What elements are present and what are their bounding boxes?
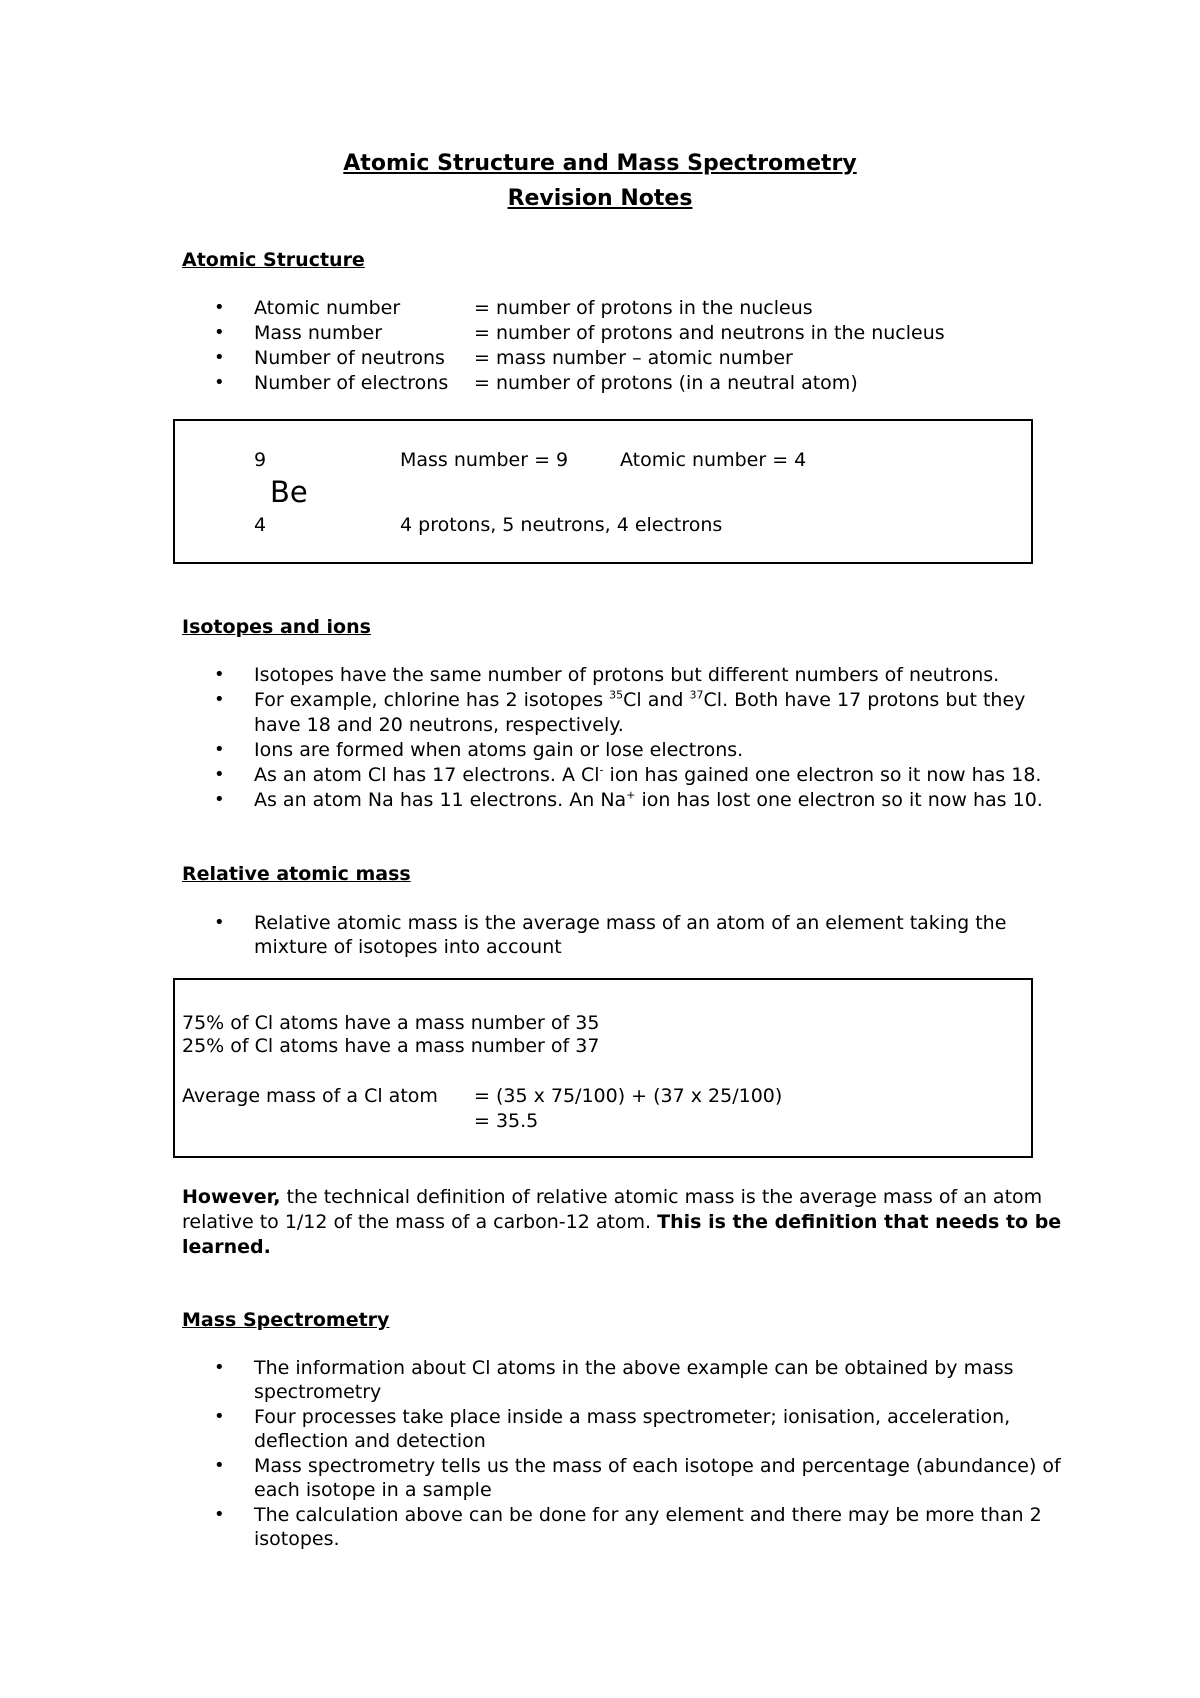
section-heading-relative-atomic-mass: Relative atomic mass: [182, 863, 411, 885]
list-item-text: Mass spectrometry tells us the mass of each isotope and percentage (abundance) of: [254, 1455, 1061, 1477]
particles-label: 4 protons, 5 neutrons, 4 electrons: [400, 514, 723, 536]
bullet-icon: •: [214, 789, 225, 810]
list-item-text: Isotopes have the same number of protons but different numbers of neutrons.: [254, 664, 1000, 686]
bullet-icon: •: [214, 322, 225, 343]
section-heading-isotopes: Isotopes and ions: [182, 616, 371, 638]
list-item-text-continued: mixture of isotopes into account: [254, 936, 562, 958]
list-item-text: For example, chlorine has 2 isotopes $^{35}$Cl and $^{37}$Cl. Both have 17 protons but they: [254, 688, 1026, 711]
list-item-text-continued: deflection and detection: [254, 1430, 486, 1452]
chlorine-calculation-box: [173, 978, 1033, 1158]
definition: = number of protons (in a neutral atom): [474, 372, 858, 394]
section-heading-mass-spectrometry: Mass Spectrometry: [182, 1309, 390, 1331]
bullet-icon: •: [214, 1357, 225, 1378]
bullet-icon: •: [214, 347, 225, 368]
calculation-step: = (35 x 75/100) + (37 x 25/100): [474, 1085, 783, 1107]
term: Number of electrons: [254, 372, 449, 394]
definition: = number of protons and neutrons in the nucleus: [474, 322, 945, 344]
list-item-text-continued: have 18 and 20 neutrons, respectively.: [254, 714, 624, 736]
bullet-icon: •: [214, 764, 225, 785]
definition-paragraph-line: However, the technical definition of relative atomic mass is the average mass of an atom: [182, 1186, 1043, 1208]
bullet-icon: •: [214, 372, 225, 393]
bullet-icon: •: [214, 1455, 225, 1476]
list-item-text-continued: each isotope in a sample: [254, 1479, 492, 1501]
list-item-text: As an atom Cl has 17 electrons. A Cl- ion has gained one electron so it now has 18.: [254, 763, 1042, 786]
term: Atomic number: [254, 297, 401, 319]
list-item-text: The information about Cl atoms in the above example can be obtained by mass: [254, 1357, 1014, 1379]
list-item-text: Four processes take place inside a mass spectrometer; ionisation, acceleration,: [254, 1406, 1011, 1428]
definition-paragraph-line: relative to 1/12 of the mass of a carbon-12 atom. This is the definition that needs to be: [182, 1211, 1062, 1233]
atomic-number-label: Atomic number = 4: [620, 449, 807, 471]
page-subtitle: Revision Notes: [507, 186, 693, 211]
definition: = mass number – atomic number: [474, 347, 793, 369]
bullet-icon: •: [214, 1504, 225, 1525]
list-item-text-continued: isotopes.: [254, 1528, 340, 1550]
be-symbol: Be: [270, 475, 308, 509]
bullet-icon: •: [214, 297, 225, 318]
bullet-icon: •: [214, 912, 225, 933]
bullet-icon: •: [214, 664, 225, 685]
page-title: Atomic Structure and Mass Spectrometry: [343, 151, 857, 176]
list-item-text-continued: spectrometry: [254, 1381, 382, 1403]
term: Mass number: [254, 322, 383, 344]
box-line: 75% of Cl atoms have a mass number of 35: [182, 1012, 600, 1034]
box-line: 25% of Cl atoms have a mass number of 37: [182, 1035, 600, 1057]
bullet-icon: •: [214, 739, 225, 760]
section-heading-atomic-structure: Atomic Structure: [182, 249, 365, 271]
term: Number of neutrons: [254, 347, 445, 369]
be-atomic-number: 4: [254, 514, 267, 536]
bullet-icon: •: [214, 1406, 225, 1427]
list-item-text: As an atom Na has 11 electrons. An Na+ ion has lost one electron so it now has 10.: [254, 788, 1043, 811]
mass-number-label: Mass number = 9: [400, 449, 569, 471]
list-item-text: Relative atomic mass is the average mass of an atom of an element taking the: [254, 912, 1007, 934]
average-mass-label: Average mass of a Cl atom: [182, 1085, 438, 1107]
definition-paragraph-line: learned.: [182, 1236, 271, 1258]
list-item-text: Ions are formed when atoms gain or lose electrons.: [254, 739, 744, 761]
be-mass-number: 9: [254, 449, 267, 471]
calculation-result: = 35.5: [474, 1110, 539, 1132]
list-item-text: The calculation above can be done for any element and there may be more than 2: [254, 1504, 1042, 1526]
definition: = number of protons in the nucleus: [474, 297, 813, 319]
bullet-icon: •: [214, 689, 225, 710]
